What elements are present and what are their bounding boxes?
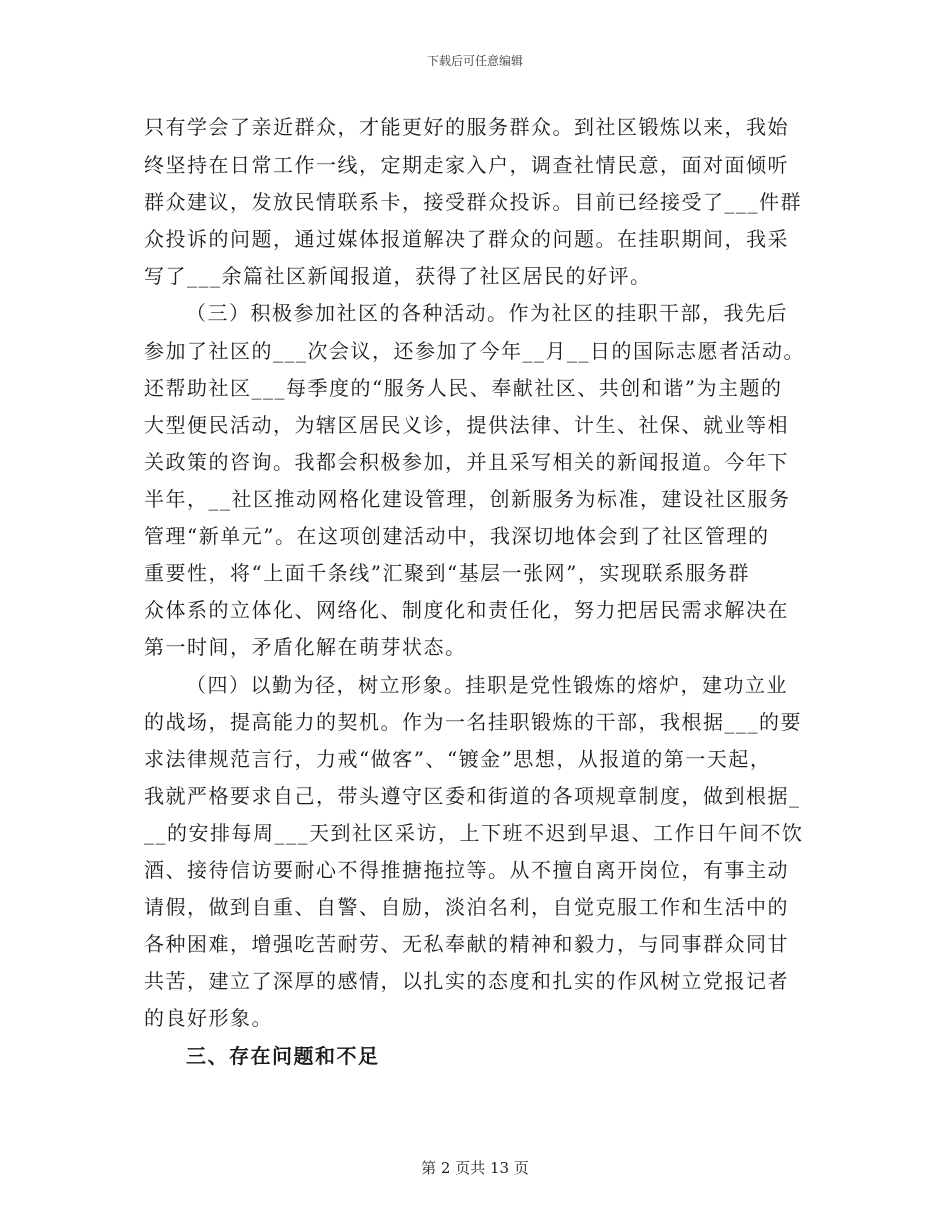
- body-line: 群众建议，发放民情联系卡，接受群众投诉。目前已经接受了___件群: [144, 190, 802, 214]
- section-heading: 三、存在问题和不足: [186, 1044, 380, 1068]
- body-line: 写了___余篇社区新闻报道，获得了社区居民的好评。: [144, 264, 652, 288]
- body-line: 众投诉的问题，通过媒体报道解决了群众的问题。在挂职期间，我采: [144, 227, 789, 251]
- body-line: 请假，做到自重、自警、自励，淡泊名利，自觉克服工作和生活中的: [144, 895, 789, 919]
- body-line: 还帮助社区___每季度的“服务人民、奉献社区、共创和谐”为主题的: [144, 376, 783, 400]
- paragraph-first-line: （三）积极参加社区的各种活动。作为社区的挂职干部，我先后: [186, 301, 788, 325]
- body-line: __的安排每周___天到社区采访，上下班不迟到早退、工作日午间不饮: [144, 821, 804, 845]
- page-header: 下载后可任意编辑: [426, 54, 523, 68]
- body-line: 半年，__社区推动网格化建设管理，创新服务为标准，建设社区服务: [144, 487, 791, 511]
- body-line: 众体系的立体化、网络化、制度化和责任化，努力把居民需求解决在: [144, 598, 789, 622]
- body-line: 酒、接待信访要耐心不得推搪拖拉等。从不擅自离开岗位，有事主动: [144, 858, 789, 882]
- body-line: 的良好形象。: [144, 1006, 273, 1030]
- body-line: 求法律规范言行，力戒“做客”、“镀金”思想，从报道的第一天起，: [144, 747, 772, 771]
- body-line: 第一时间，矛盾化解在萌芽状态。: [144, 635, 467, 659]
- body-line: 重要性，将“上面千条线”汇聚到“基层一张网”，实现联系服务群: [144, 561, 750, 585]
- body-line: 我就严格要求自己，带头遵守区委和街道的各项规章制度，做到根据_: [144, 784, 801, 808]
- body-line: 管理“新单元”。在这项创建活动中，我深切地体会到了社区管理的: [144, 524, 770, 548]
- body-line: 共苦，建立了深厚的感情，以扎实的态度和扎实的作风树立党报记者: [144, 969, 789, 993]
- body-line: 的战场，提高能力的契机。作为一名挂职锻炼的干部，我根据___的要: [144, 710, 802, 734]
- paragraph-first-line: （四）以勤为径，树立形象。挂职是党性锻炼的熔炉，建功立业: [186, 673, 788, 697]
- body-line: 终坚持在日常工作一线，定期走家入户，调查社情民意，面对面倾听: [144, 153, 789, 177]
- body-line: 关政策的咨询。我都会积极参加，并且采写相关的新闻报道。今年下: [144, 450, 789, 474]
- body-line: 参加了社区的___次会议，还参加了今年__月__日的国际志愿者活动。: [144, 339, 805, 363]
- body-line: 各种困难，增强吃苦耐劳、无私奉献的精神和毅力，与同事群众同甘: [144, 932, 789, 956]
- body-line: 只有学会了亲近群众，才能更好的服务群众。到社区锻炼以来，我始: [144, 115, 789, 139]
- body-line: 大型便民活动，为辖区居民义诊，提供法律、计生、社保、就业等相: [144, 413, 789, 437]
- page-number: 第 2 页共 13 页: [421, 1159, 529, 1177]
